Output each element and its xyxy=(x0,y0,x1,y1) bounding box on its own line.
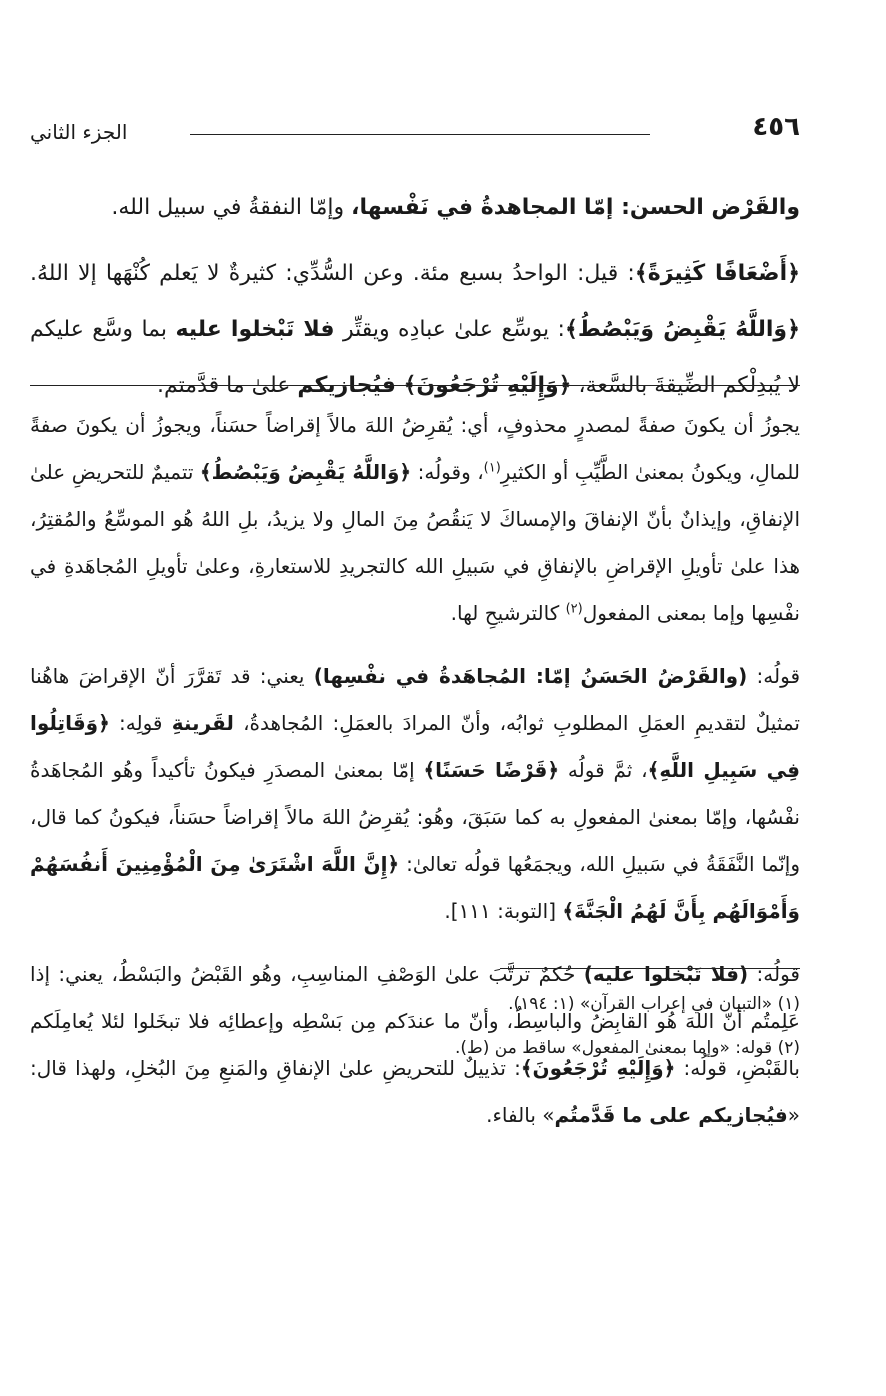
quran-quote: ﴿وَإِلَيْهِ تُرْجَعُونَ﴾ xyxy=(403,373,572,398)
bold-phrase: فيُجازيكم على ما قَدَّمتُم xyxy=(554,1103,788,1127)
main-text-line-1 xyxy=(30,180,800,236)
text-segment: بما وسَّع عليكم لا يُبدِلْكم الضِّيقةَ بالسَّعة، xyxy=(30,317,800,398)
text-segment: يجوزُ أن يكونَ صفةً لمصدرٍ محذوفٍ، أي: يُقرِضُ اللهَ مالاً إقراضاً حسَناً، ويجوزُ أن يكونَ صفةً للمالِ، ويكونُ بمعنىٰ الطَّيِّبِ أو الكثيرِ xyxy=(30,413,800,484)
text-segment: ، ثمَّ قولُه xyxy=(559,758,648,782)
text-segment: وإمّا النفقةُ في سبيل الله. xyxy=(111,195,352,220)
text-segment: [التوبة: ١١١]. xyxy=(444,899,563,923)
footnotes xyxy=(30,987,800,1075)
bold-phrase: (فلا تَبْخلوا عليه) xyxy=(583,962,749,986)
bold-phrase: فيُجازيكم xyxy=(297,373,404,398)
bold-phrase: فلا تَبْخلوا عليه xyxy=(175,317,335,342)
quran-quote: ﴿وَقَاتِلُوا فِي سَبِيلِ اللَّهِ﴾ xyxy=(30,711,800,782)
commentary-paragraph-1 xyxy=(30,402,800,637)
footnote-1: (١) «التبيان في إعراب القرآن» (١: ١٩٤). xyxy=(508,994,800,1014)
text-segment: قولُه: xyxy=(747,664,801,688)
commentary-paragraph-2 xyxy=(30,653,800,935)
quran-quote: ﴿أَضْعَافًا كَثِيرَةً﴾ xyxy=(634,261,801,286)
footnote-rule xyxy=(500,968,800,969)
quran-quote: ﴿وَاللَّهُ يَقْبِضُ وَيَبْصُطُ﴾ xyxy=(199,460,412,484)
text-segment: علىٰ ما قدَّمتم. xyxy=(157,373,298,398)
text-segment: ، وقولُه: xyxy=(411,460,484,484)
main-text-paragraph xyxy=(30,246,800,414)
text-segment: » بالفاء. xyxy=(486,1103,555,1127)
bold-phrase: (والقَرْضُ الحَسَنُ إمّا: المُجاهَدةُ في نفْسِها) xyxy=(313,664,748,688)
text-segment: يعني: قد تَقرَّرَ أنّ الإقراضَ هاهُنا تمثيلٌ لتقديمِ العمَلِ المطلوبِ ثوابُه، وأنّ المرادَ بالعمَلِ: المُجاهدةُ، xyxy=(30,664,800,735)
bold-phrase: لقَرينةِ xyxy=(171,711,234,735)
text-segment: : يوسِّع علىٰ عبادِه ويقتِّر xyxy=(334,317,565,342)
footnote-2: (٢) قوله: «وإما بمعنىٰ المفعول» ساقط من (ط). xyxy=(454,1038,800,1058)
page-header xyxy=(30,112,800,162)
text-segment: : تذييلٌ للتحريضِ علىٰ الإنفاقِ والمَنعِ مِنَ البُخلِ، ولهذا قال: « xyxy=(30,1056,800,1127)
text-segment: حُكمٌ ترتَّبَ علىٰ الوَصْفِ المناسِبِ، وهُو القَبْضُ والبَسْطُ، يعني: إذا عَلِمتُم أنّ اللهَ هُو القابِضُ والباسِطُ، وأنّ ما عندَكم مِن بَسْطِه وإعطائِه فلا تبخَلوا لئلا يُعامِلَكم بالقَبْضِ، قولُه: xyxy=(30,962,800,1080)
section-divider xyxy=(30,385,800,386)
bold-phrase: والقَرْض الحسن: إمّا المجاهدةُ في نَفْسها، xyxy=(351,195,800,220)
text-segment: : قيل: الواحدُ بسبع مئة. وعن السُّدِّي: كثيرةٌ لا يَعلم كُنْهَها إلا اللهُ. xyxy=(30,261,635,286)
quran-quote: ﴿قَرْضًا حَسَنًا﴾ xyxy=(423,758,560,782)
footnote-ref-2: (٢) xyxy=(565,601,583,617)
quran-quote: ﴿وَاللَّهُ يَقْبِضُ وَيَبْصُطُ﴾ xyxy=(564,317,800,342)
text-segment: قولُه: xyxy=(748,962,800,986)
running-title: الجزء الثاني xyxy=(30,120,128,144)
quran-quote: ﴿إِنَّ اللَّهَ اشْتَرَىٰ مِنَ الْمُؤْمِنِينَ أَنفُسَهُمْ وَأَمْوَالَهُم بِأَنَّ لَهُمُ الْجَنَّةَ﴾ xyxy=(30,852,800,923)
footnote-ref-1: (١) xyxy=(483,460,501,476)
text-segment: إمّا بمعنىٰ المصدَرِ فيكونُ تأكيداً وهُو المُجاهَدةُ نفْسُها، وإمّا بمعنىٰ المفعولِ به كما سَبَقَ، وهُو: يُقرِضُ اللهَ مالاً إقراضاً حسَناً، فيكونُ كما قال، وإنّما النَّفَقَةُ في سَبيلِ الله، ويجمَعُها قولُه تعالىٰ: xyxy=(30,758,800,876)
text-segment: كالترشيحِ لها. xyxy=(450,601,566,625)
text-segment: تتميمٌ للتحريضِ علىٰ الإنفاقِ، وإيذانٌ بأنّ الإنفاقَ والإمساكَ لا يَنقُصُ مِنَ المالِ ولا يزيدُ، بلِ اللهُ هُو الموسِّعُ والمُقتِرُ، هذا علىٰ تأويلِ الإقراضِ بالإنفاقِ في سَبيلِ الله كالتجريدِ للاستعارةِ، وعلىٰ تأويلِ المُجاهَدةِ في نفْسِها وإما بمعنى المفعول xyxy=(30,460,800,625)
header-rule xyxy=(190,134,650,135)
text-segment: قولِه: xyxy=(109,711,172,735)
page-number: ٤٥٦ xyxy=(752,112,800,142)
quran-quote: ﴿وَإِلَيْهِ تُرْجَعُونَ﴾ xyxy=(520,1056,676,1080)
main-text xyxy=(30,180,800,424)
